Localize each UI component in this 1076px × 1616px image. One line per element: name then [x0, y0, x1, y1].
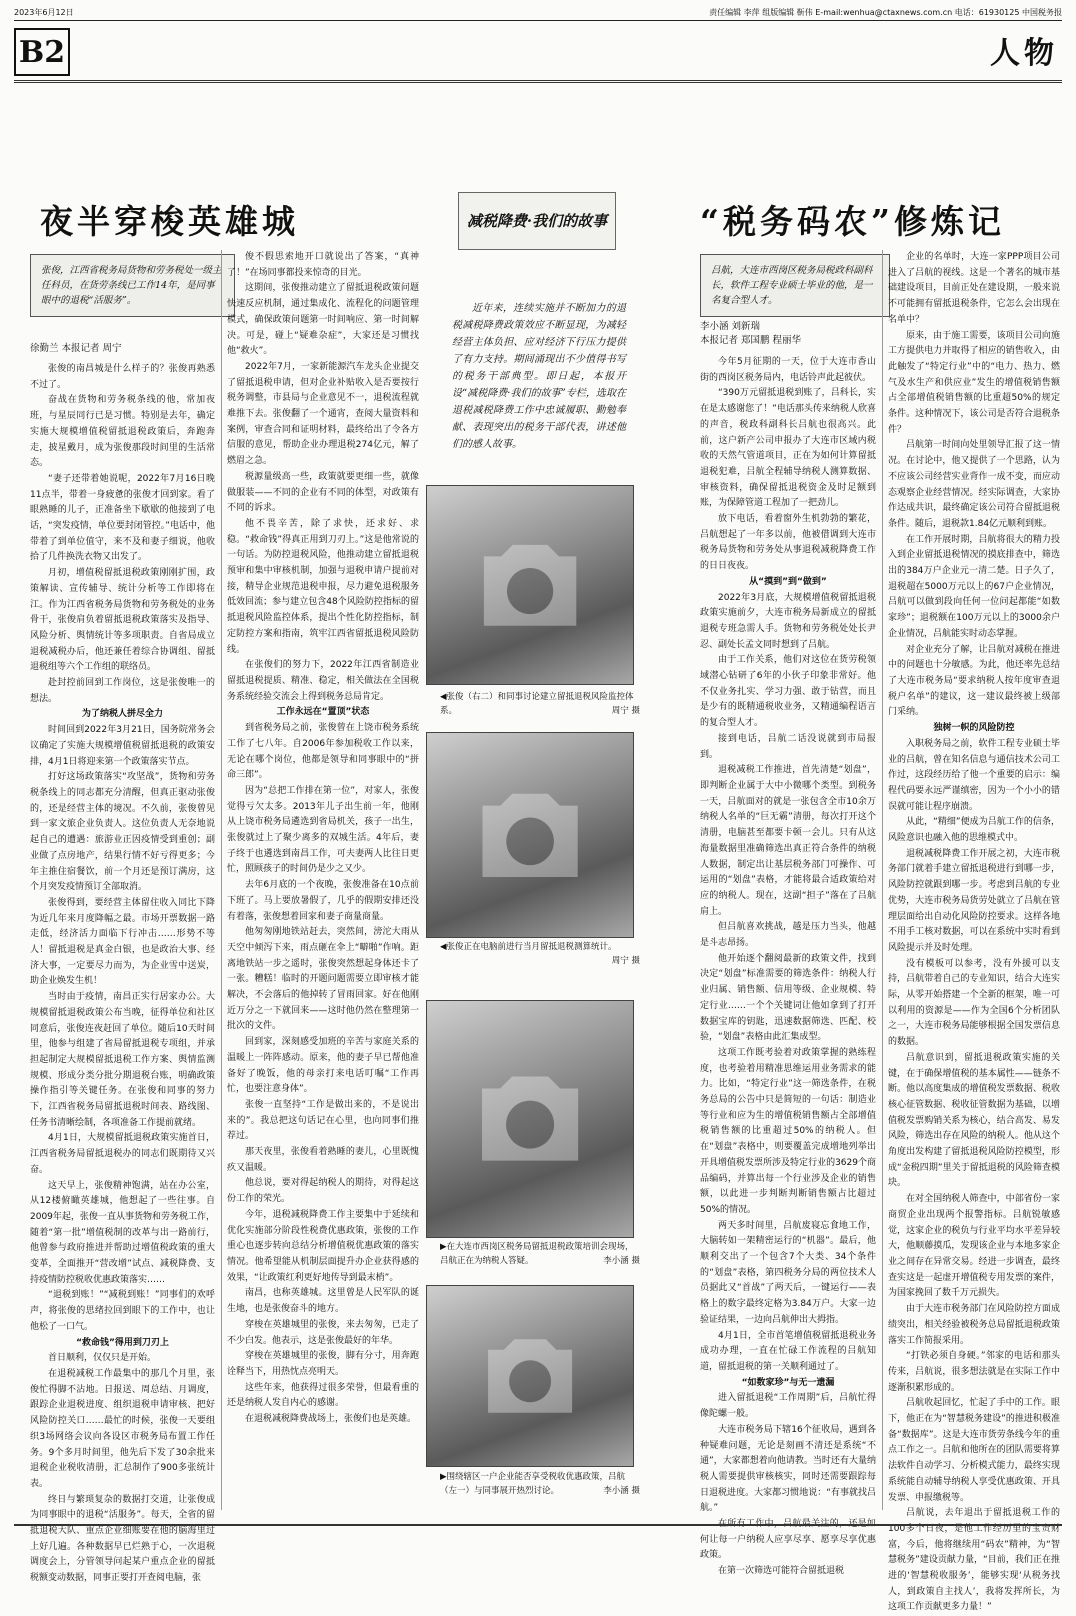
camera-icon	[458, 764, 602, 907]
paragraph: 张俊得到，要经营主体留住收入同比下降为近几年来月度降幅之最。市场开票数据一路走低，经济活力面临下行冲击……形势不等人！留抵退税是真金白银，也是政治大事、经济大事，一定要尽力而为，为企业雪中送炭，助企业焕发生机！	[30, 897, 215, 987]
paragraph: 4月1日，大规模留抵退税政策实施首日，江西省税务局留抵退税办的同志们既期待又兴奋。	[30, 1133, 215, 1175]
paragraph: 他总说，要对得起纳税人的期待，对得起这份工作的荣光。	[227, 1178, 419, 1205]
left-article-title: 夜半穿梭英雄城	[40, 202, 299, 241]
photo-caption-1: ◀张俊（右二）和同事讨论建立留抵退税风险监控体系。 周宁 摄	[440, 692, 640, 716]
paragraph: 企业的名单时，大连一家PPP项目公司进入了吕航的视线。这是一个著名的城市基础建设项目，目前正处在建设期，一般来说不可能拥有留抵退税条件，它怎么会出现在名单中？	[888, 252, 1060, 325]
paragraph: 月初，增值税留抵退税政策刚刚扩围，政策解读、宣传辅导、统计分析等工作即将在江。作为江西省税务局货物和劳务税处的业务骨干，张俊肩负着留抵退税政策落实及指导、风险分析、舆情统计等多项职责。自省局成立退税减税办后，他还兼任着综合协调组、留抵退税组等六个工作组的联络员。	[30, 568, 215, 673]
paragraph: 张俊的南昌城是什么样子的？张俊再熟悉不过了。	[30, 364, 215, 390]
column-intro: 近年来，连续实施并不断加力的退税减税降费政策效应不断显现，为减轻经营主体负担、应对经济下行压力提供了有力支持。期间涌现出不少值得书写的税务干部典型。即日起，本报开设“减税降费·我们的故事”专栏，选取在退税减税降费工作中忠诚履职、勤勉奉献、表现突出的税务干部代表，讲述他们的感人故事。	[452, 303, 626, 450]
left-article-column-1	[30, 362, 215, 1584]
paragraph: 两天多时间里，吕航废寝忘食地工作，大脑转如一架精密运行的“机器”。最后，他顺利交出了一个包含7个大类、34个条件的“划盘”表格，第四税务分局的两位技术人员据此又“首战”了两天后，一键运行——表格上的数字最终定格为3.84万户。大家一边验证结果，一边向吕航伸出大拇指。	[700, 1220, 876, 1325]
header-rule	[14, 80, 1062, 83]
photo-enterprise	[426, 1285, 634, 1467]
left-article-intro: 张俊，江西省税务局货物和劳务税处一级主任科员，在货劳条线已工作14年，是同事眼中的退税“活服务”。	[30, 254, 235, 317]
photo-caption-3: ▶在大连市西岗区税务局留抵退税政策培训会现场，吕航正在为纳税人答疑。 李小涵 摄	[440, 1242, 640, 1266]
paragraph: 从此，“精细”便成为吕航工作的信条，风险意识也融入他的思维模式中。	[888, 817, 1060, 844]
paragraph: 退税减税降费工作开展之初，大连市税务部门就着手建立留抵退税进行到哪一步，风险防控就跟到哪一步。考虑到吕航的专业优势，大连市税务局货劳处就立了吕航在管理层面给出自动化风险防控要求。这样各地不用手工核对数据，可以在系统中实时看到风险提示并及时处理。	[888, 848, 1060, 953]
paragraph: 由于工作关系，他们对这位在货劳税领域潜心钻研了6年的小伙子印象非常好。他不仅业务扎实、学习力强、敢于钻营，而且是少有的既精通税收业务，又精通编程语言的复合型人才。	[700, 655, 876, 729]
paragraph: 接到电话，吕航二话没说就到市局报到。	[700, 733, 876, 760]
paragraph: 打好这场政策落实“攻坚战”，货物和劳务税条线上的同志都充分清醒，但真正驱动张俊的，还是经营主体的境况。不久前，张俊曾见到一家文旅企业负责人。这位负责人无奈地说起自己的遭遇：旅游业正因疫情受到重创；副业做了点房地产，结果行情不好亏得更多；今年主推住宿餐饮，前一个月还是预订满房，这个月突发疫情预订全部取消。	[30, 772, 215, 893]
camera-icon	[458, 1313, 602, 1439]
paragraph: 他匆匆刚地铁站赶去，突然间，滂沱大雨从天空中倾泻下来，雨点砸在伞上“噼啪”作响。距离地铁站一步之遥时，张俊突然想起身体还卡了一张。糟糕！临时的开题问题需要立即审核才能解决，不会落后的他掉转了冒雨回家。好在他刚近万分之一下就回来——这时他仍然在整理第一批次的文件。	[227, 927, 419, 1032]
left-article-column-2	[227, 250, 419, 1512]
section-title: 人物	[990, 36, 1058, 71]
paragraph: 但吕航喜欢挑战，越是压力当头，他越是斗志昂扬。	[700, 922, 876, 949]
right-article-column-2	[888, 250, 1060, 1613]
paragraph: 在张俊们的努力下，2022年江西省制造业留抵退税提质、精准、稳定，相关做法在全国税务系统经验交流会上得到税务总局肯定。	[227, 660, 419, 702]
paragraph: 穿梭在英雄城里的张俊，脚有分寸，用奔跑诠释当下，用热忱点亮明天。	[227, 1351, 419, 1377]
paragraph: 原来，由于施工需要，该项目公司向施工方提供电力并取得了相应的销售收入，由此触发了“特定行业”中的“电力、热力、燃气及水生产和供应业”发生的增值税销售额占全部增值税销售额的比重超50%的规定条件。这种情况下，该公司是否符合退税条件？	[888, 330, 1060, 435]
photo-computer	[426, 732, 634, 938]
paragraph: 对企业充分了解，让吕航对减税在推进中的问题也十分敏感。为此，他还率先总结了大连市税务局“要求纳税人按年度审查退税户名单”的建议，这一建议最终被上级部门采纳。	[888, 644, 1060, 718]
paragraph: 放下电话，看着窗外生机勃勃的繁花，吕航想起了一年多以前，他被借调到大连市税务局货物和劳务处从事退税减税降费工作的日日夜夜。	[700, 514, 876, 572]
paragraph: 在对全国纳税人筛查中，中部省份一家商贸企业出现两个报警指标。吕航锐敏感觉，这家企业的税负与行业平均水平差异较大，他顺藤摸瓜，发现该企业与本地多家企业之间存在异常交易。经进一步调查，最终查实这是一起虚开增值税专用发票的案件，为国家挽回了数千万元损失。	[888, 1194, 1060, 1299]
right-article-column-1	[700, 355, 876, 1577]
paragraph: 他不畏辛苦，除了求快，还求好、求稳。“救命钱”得真正用到刀刃上。”这是他常说的一句话。为防控退税风险，他推动建立留抵退税预审和集中审核机制，加强与退税申请户提前对接，精导企业规范退税申报，尽力避免退税服务低效回流；参与建立包含48个风险防控指标的留抵退税风险监控体系，提出个性化防控指标，制定防控方案和指南，筑牢江西省留抵退税风险防线。	[227, 518, 419, 655]
paragraph: 奋战在货物和劳务税条线的他，常加夜班，与星辰同行已是习惯。特别是去年，确定实施大规模增值税留抵退税政策后，奔跑奔走，披星戴月，成为张俊那段时间里的生活常态。	[30, 395, 215, 469]
paragraph: 首日顺利，仅仅只是开始。	[48, 1353, 157, 1364]
photo-discussion	[426, 485, 634, 685]
subheading: 从“摸到”到“做到”	[749, 576, 827, 587]
paragraph: 吕航意识到，留抵退税政策实施的关键，在于确保增值税的基本属性——链条不断。他以高度集成的增值税发票数据、税收核心征管数据、税收征管数据为基础，以增值税发票购销关系为核心，结合高发、易发风险，筛选出存在风险的纳税人。他从这个角度出发构建了留抵退税风险防控模型，形成“金税四期”里关于留抵退税的风险筛查模块。	[888, 1052, 1060, 1189]
paragraph: 因为“总把工作排在第一位”，对家人，张俊觉得亏欠太多。2013年儿子出生前一年，他刚从上饶市税务局遴选到省局机关，孩子一出生，张俊就过上了聚少离多的双城生活。4年后，妻子终于也遴选到南昌工作，可夫妻两人比往日更忙，照顾孩子的时间仍是少之又少。	[227, 785, 419, 875]
paragraph: 吕航说，去年退出于留抵退税工作的100多个日夜，是他工作经历里的宝贵财富，今后，他将继续用“码农”精神，为“智慧税务”建设贡献力量，“目前，我们正在推进的‘智慧税收服务’，能够实现‘从税务找人，到政策自主找人’，我将发挥所长，为这项工作贡献更多力量！”	[888, 1508, 1060, 1613]
paragraph: 进入留抵退税“工作周期”后，吕航忙得像陀螺一般。	[700, 1393, 876, 1420]
paragraph: “妻子还带着她说呢，2022年7月16日晚11点半，带着一身疲惫的张俊才回到家。看了眼熟睡的儿子，正准备坐下歇歇的他接到了电话，“突发疫情，单位要封闭管控。”电话中，他带着了到单位值守，来不及和妻子细说，他收拾了几件换洗衣物又出发了。	[30, 473, 215, 563]
paragraph: 吕航第一时间向处里领导汇报了这一情况。在讨论中，他又提供了一个思路，认为不应该公司经营实业背作一成不变，而应动态观察企业经营情况。经实际调查，大家协作达成共识，最终确定该公司符合留抵退税条件。随后，退税款1.84亿元顺利到账。	[888, 440, 1060, 529]
paragraph: 时间回到2022年3月21日，国务院常务会议确定了实施大规模增值税留抵退税的政策安排，4月1日将迎来第一个政策落实节点。	[30, 725, 215, 767]
right-article-byline: 李小涵 刘新瑞 本报记者 郑国鹏 程丽华	[700, 321, 802, 346]
paragraph: 当时由于疫情，南昌正实行居家办公。大规模留抵退税政策公布当晚，征得单位和社区同意后，张俊连夜赶回了单位。随后10天时间里，他参与组建了省局留抵退税专项组，并承担起制定大规模留抵退税工作方案、舆情监测规模、形成分类分批分期退税台账，明确政策操作指引等关键任务。在张俊和同事的努力下，江西省税务局留抵退税时间表、路线图、任务书清晰绘制，各项准备工作提前就绪。	[30, 992, 215, 1128]
paragraph: 那天夜里，张俊看着熟睡的妻儿，心里既愧疚又温暖。	[227, 1147, 419, 1173]
paragraph: 在所有工作中，吕航最关注的，还是如何让每一户纳税人应享尽享、愿享尽享优惠政策。	[700, 1519, 876, 1561]
subheading: 独树一帜的风险防控	[933, 723, 1015, 734]
left-article-byline: 徐勤兰 本报记者 周宁	[30, 343, 122, 354]
footer-rule	[14, 1524, 1062, 1526]
paragraph: 没有模板可以参考，没有外援可以支持，吕航带着自己的专业知识，结合大连实际，从零开始搭建一个全新的框架，唯一可以利用的资源是——作为全国6个分析团队之一，大连市税务局能够根据全国发票信息的数据。	[888, 958, 1060, 1048]
photo-caption-2: ◀张俊正在电脑前进行当月留抵退税测算统计。 周宁 摄	[440, 942, 640, 966]
photo-caption-4: ▶围绕辖区一户企业能否享受税收优惠政策，吕航（左一）与同事展开热烈讨论。 李小涵 摄	[440, 1472, 640, 1496]
paragraph: “打铁必须自身硬。”邻家的电话和那头传来，吕航说，很多想法就是在实际工作中逐渐积累形成的。	[888, 1351, 1060, 1393]
photo-training	[426, 1000, 634, 1238]
subheading: “救命钱”得用到刀刃上	[76, 1337, 169, 1348]
paragraph: 大连市税务局下辖16个征收局，遇到各种疑难问题，无论是刻画不清还是系统“不通”，大家都想着向他请教。当时还有大量纳税人需要提供审核核实，同时还需要跟踪每日退税进度。大家都习惯地说：“有事就找吕航。”	[700, 1424, 876, 1514]
paragraph: 在退税减税降费战场上，张俊们也是英雄。	[245, 1414, 417, 1425]
paragraph: 入职税务局之前，软件工程专业硕士毕业的吕航，曾在知名信息与通信技术公司工作过，这段经历给了他一个重要的启示：编程代码要永远严谨缜密，因为一个小小的错误就可能让程序崩溃。	[888, 738, 1060, 812]
paragraph: 这项工作既考验着对政策掌握的熟练程度，也考验着用精准思维运用业务需求的能力。比如，“特定行业”这一筛选条件，在税务总局的公告中只是简短的一句话：制造业等行业和应为生的增值税销售额占全部增值税销售额的比重超过50%的纳税人。但在“划盘”表格中，则要覆盖完成增地列举出开具增值税发票所涉及特定行业的3629个商品编码，并算出每一个行业涉及企业的销售额，以此进一步判断判断销售额占比超过50%的情况。	[700, 1047, 876, 1215]
paragraph: “退税到账！”“减税到账！”同事们的欢呼声，将张俊的思绪拉回到眼下的工作中，也让他松了一口气。	[30, 1290, 215, 1332]
paragraph: 这期间，张俊推动建立了留抵退税政策问题快速反应机制，通过集成化、流程化的问题管理模式，确保政策问题第一时间响应、第一时间解决。可是，碰上“疑难杂症”，大家还是习惯找他“救火”。	[227, 283, 419, 357]
page-number: B2	[14, 28, 70, 76]
paragraph: 南昌，也称英雄城。这里曾是人民军队的诞生地，也是张俊奋斗的地方。	[227, 1288, 419, 1315]
paragraph: 在工作开展时期，吕航将很大的精力投入到企业留抵退税情况的摸底排查中，筛选出的384万户企业元一清二楚。日子久了，退税超在5000万元以上的67户企业情况，吕航可以做到段向任何一位问起都能“如数家珍”；退税额在100万元以上的3000余户企业情况，吕航能实时动态掌握。	[888, 534, 1060, 639]
paragraph: 由于大连市税务部门在风险防控方面成绩突出，相关经验被税务总局留抵退税政策落实工作简报采用。	[888, 1304, 1060, 1346]
paragraph: 2022年3月底，大规模增值税留抵退税政策实施前夕，大连市税务局新成立的留抵退税专班急需人手。货物和劳务税处处长尹忍、副处长孟文同时想到了吕航。	[700, 592, 876, 650]
paragraph: 终日与繁琐复杂的数据打交道，让张俊成为同事眼中的退税“活服务”。每天，全省的留抵退税大队、重点企业细账要在他的脑海里过上好几遍。各种数据早已烂熟于心，一次退税调度会上，分管领导问起某户重点企业的留抵税额变动数据，同事正要打开查阅电脑，张	[30, 1494, 215, 1584]
paragraph: 在退税减税工作最集中的那几个月里，张俊忙得脚不沾地。日报送、周总结、月调度，跟踪企业退税进度、组织退税申请审核、把好风险防控关口……最忙的时候，张俊一天要组织3场网络会议向各设区市税务局布置工作任务。9个多月时间里，他先后下发了30余批来退税企业税收清册，汇总制作了900多张统计表。	[30, 1369, 215, 1489]
column-divider	[221, 250, 222, 1510]
paragraph: 俊不假思索地开口就说出了答案，“真神了！”在场同事都投来惊奇的目光。	[227, 252, 419, 278]
paragraph: 这些年来，他获得过很多荣誉，但最看重的还是纳税人发自内心的感谢。	[227, 1382, 419, 1409]
right-article-intro: 吕航，大连市西岗区税务局税政科副科长，软件工程专业硕士毕业的他，是一名复合型人才。	[700, 254, 890, 317]
camera-icon	[458, 516, 602, 655]
paragraph: 在第一次筛选可能符合留抵退税	[718, 1566, 845, 1577]
paragraph: 退税减税工作推进，首先清楚“划盘”，即判断企业属于大中小微哪个类型。到税务一天，吕航面对的就是一张包含全市10余万纳税人名单的“巨无霸”清册，每次打开这个清册，电脑甚至都要卡顿一会儿。只有从这海量数据里准确筛选出真正符合条件的纳税人数据，制定出让基层税务部门可操作、可运用的“划盘”表格，才能将最合适政策给对应的纳税人。现在，这副“担子”落在了吕航肩上。	[700, 765, 876, 917]
paragraph: 4月1日，全市首笔增值税留抵退税业务成功办理，一直在忙碌工作流程的吕航知道，留抵退税的第一关顺利通过了。	[700, 1330, 876, 1372]
paragraph: 张俊一直坚持“工作是做出来的，不是说出来的”。我总把这句话记在心里，也向同事们推荐过。	[227, 1099, 419, 1142]
paragraph: 他开始逐个翻阅最新的政策文件，找到决定“划盘”标准需要的筛选条件：纳税人行业归属、销售额、信用等级、企业规模、特定行业……一个个关键词让他如拿到了打开数据宝库的钥匙，迅速数据筛选、匹配、校验，“划盘”表格由此汇集成型。	[700, 953, 876, 1043]
camera-icon	[458, 1036, 602, 1201]
paragraph: 税源量级高一些，政策就要更细一些，就像做服装——不同的企业有不同的体型，对政策有不同的诉求。	[227, 471, 419, 514]
right-article-title: “税务码农”修炼记	[700, 202, 1005, 241]
subheading: 工作永远在“置顶”状态	[276, 707, 370, 718]
page-header	[14, 4, 1062, 21]
paragraph: 穿梭在英雄城里的张俊，来去匆匆，已走了不少白发。他表示，这是张俊最好的年华。	[227, 1319, 419, 1346]
issue-date: 2023年6月12日	[14, 8, 74, 17]
paragraph: “390万元留抵退税到账了，吕科长，实在是太感谢您了！”电话那头传来纳税人欣喜的声音，税政科副科长吕航也很高兴。此前，这户新产公司申报办了大连市区域内税收的天然气管道项目，正在为如何计算留抵退税犯难，吕航全程辅导纳税人测算数据、审核资料，确保留抵退税资金及时足额到账，为保障管道工程加了一把劲儿。	[700, 388, 876, 509]
column-divider	[882, 250, 883, 1510]
subheading: “如数家珍”与无一遗漏	[741, 1377, 835, 1388]
paragraph: 今年5月征期的一天，位于大连市香山街的西岗区税务局内，电话铃声此起彼伏。	[700, 357, 876, 383]
column-logo: 减税降费·我们的故事	[458, 192, 616, 250]
paragraph: 吕航收起回忆，忙起了手中的工作。眼下，他正在为“智慧税务建设”的推进积极准备“数据库”。这是大连市货劳条线今年的重点工作之一。吕航和他所在的团队需要将算法软件自动学习、分析模式能力，最终实现系统能自动辅导纳税人享受优惠政策、开具发票、申报缴税等。	[888, 1398, 1060, 1503]
paragraph: 到省税务局之前，张俊曾在上饶市税务系统工作了七八年。自2006年参加税收工作以来，无论在哪个岗位，他都是领导和同事眼中的“拼命三郎”。	[227, 723, 419, 781]
paragraph: 赴封控前回到工作岗位，这是张俊唯一的想法。	[30, 678, 215, 704]
paragraph: 今年，退税减税降费工作主要集中于延续和优化实施部分阶段性税费优惠政策，张俊的工作重心也逐步转向总结分析增值税优惠政策的落实情况。他希望能从机制层面提升办企业获得感的效果，“让政策红利更好地传导到最末梢”。	[227, 1209, 419, 1283]
paragraph: 2022年7月，一家新能源汽车龙头企业提交了留抵退税申请，但对企业补贴收入是否要按行税务调整，市县局与企业意见不一，退税流程就难推下去。张俊翻了一个通宵，查阅大量资料和案例，审查合同和证明材料，最终给出了令各方信服的意见，帮助企业办理退税274亿元，解了燃眉之急。	[227, 361, 419, 467]
subheading: 为了纳税人拼尽全力	[81, 709, 163, 720]
paragraph: 回到家，深刻感受加班的辛苦与家庭关系的温暖上一阵阵感动。原来，他的妻子早已帮他准备好了晚饭，他的母亲打来电话叮嘱“工作再忙，也要注意身体”。	[227, 1037, 419, 1095]
paragraph: 这天早上，张俊精神饱满，站在办公室，从12楼俯瞰英雄城，他想起了一些往事。自2009年起，张俊一直从事货物和劳务税工作，随着“第一批”增值税制的改革与出一路前行，他曾参与政府推进并帮助过增值税政策的重大变革，全面推开“营改增”试点、减税降费、支持疫情防控税收优惠政策落实……	[30, 1180, 215, 1285]
editor-info: 责任编辑 李萍 组版编辑 靳伟 E-mail:wenhua@ctaxnews.com.cn 电话：61930125 中国税务报	[709, 8, 1062, 17]
paragraph: 去年6月底的一个夜晚，张俊准备在10点前下班了。马上要放暑假了，几乎的假期安排还没有着落，张俊想着回家和妻子商量商量。	[227, 880, 419, 922]
